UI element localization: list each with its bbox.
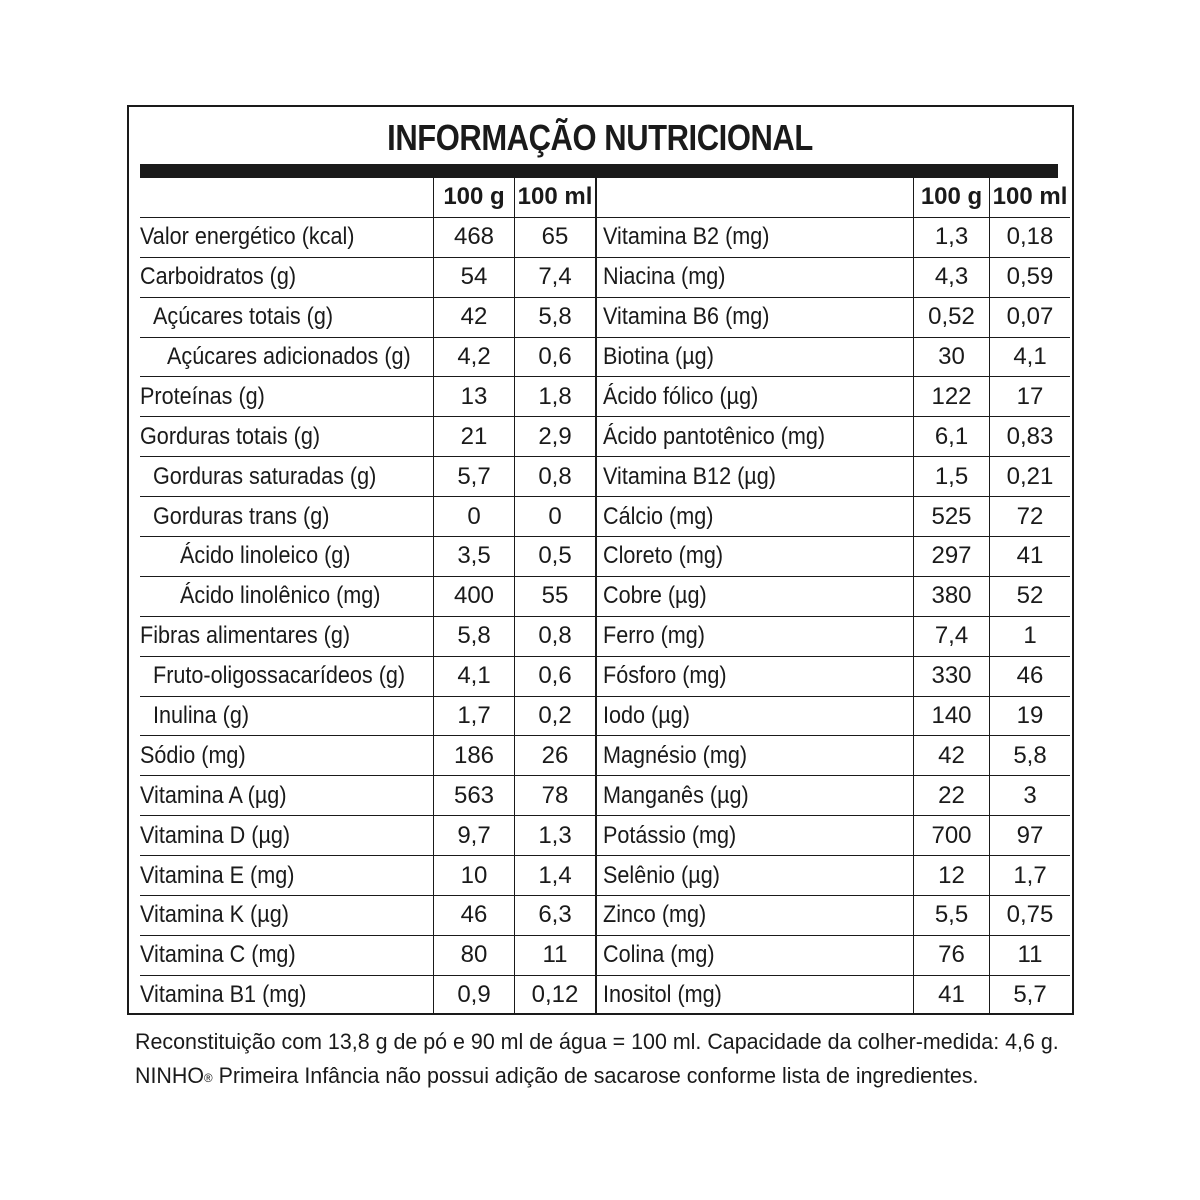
value-100ml-right: 97 — [990, 816, 1071, 856]
value-100g-left: 46 — [434, 896, 515, 936]
table-row — [140, 417, 1070, 457]
footnote-reconstitution: Reconstituição com 13,8 g de pó e 90 ml de água = 100 ml. Capacidade da colher-medida: 4,6 g. — [135, 1029, 1059, 1054]
value-100g-right: 122 — [914, 377, 990, 417]
nutrient-name-left: Gorduras saturadas (g) — [140, 457, 434, 497]
table-row — [140, 975, 1070, 1014]
value-100g-left: 4,2 — [434, 337, 515, 377]
value-100g-right: 6,1 — [914, 417, 990, 457]
value-100g-right: 7,4 — [914, 616, 990, 656]
header-100g-left: 100 g — [434, 178, 515, 217]
value-100ml-right: 46 — [990, 656, 1071, 696]
nutrient-name-left: Valor energético (kcal) — [140, 217, 434, 257]
value-100ml-left: 6,3 — [515, 896, 597, 936]
value-100g-left: 3,5 — [434, 537, 515, 577]
value-100g-right: 41 — [914, 975, 990, 1014]
nutrient-name-right: Vitamina B12 (µg) — [596, 457, 914, 497]
value-100ml-left: 1,8 — [515, 377, 597, 417]
value-100g-right: 42 — [914, 736, 990, 776]
value-100g-right: 330 — [914, 656, 990, 696]
table-row — [140, 217, 1070, 257]
table-row — [140, 537, 1070, 577]
value-100ml-left: 0,2 — [515, 696, 597, 736]
nutrient-name-right: Inositol (mg) — [596, 975, 914, 1014]
nutrient-name-right: Niacina (mg) — [596, 257, 914, 297]
value-100ml-right: 41 — [990, 537, 1071, 577]
value-100ml-right: 0,18 — [990, 217, 1071, 257]
nutrient-name-left: Proteínas (g) — [140, 377, 434, 417]
value-100g-left: 468 — [434, 217, 515, 257]
nutrient-name-right: Selênio (µg) — [596, 856, 914, 896]
value-100ml-right: 3 — [990, 776, 1071, 816]
nutrient-name-left: Vitamina A (µg) — [140, 776, 434, 816]
value-100g-left: 5,8 — [434, 616, 515, 656]
table-row — [140, 816, 1070, 856]
nutrient-name-left: Vitamina C (mg) — [140, 935, 434, 975]
value-100ml-right: 1,7 — [990, 856, 1071, 896]
header-100g-right: 100 g — [914, 178, 990, 217]
nutrient-name-right: Iodo (µg) — [596, 696, 914, 736]
table-row — [140, 736, 1070, 776]
nutrient-name-left: Vitamina B1 (mg) — [140, 981, 307, 1009]
value-100g-left: 400 — [434, 576, 515, 616]
registered-mark: ® — [204, 1071, 213, 1085]
value-100ml-left: 1,4 — [515, 856, 597, 896]
value-100g-right: 380 — [914, 576, 990, 616]
value-100g-right: 1,3 — [914, 217, 990, 257]
value-100g-left: 9,7 — [434, 816, 515, 856]
value-100g-right: 5,5 — [914, 896, 990, 936]
value-100ml-left: 55 — [515, 576, 597, 616]
footnote — [135, 1025, 1095, 1093]
value-100ml-left: 7,4 — [515, 257, 597, 297]
value-100ml-left: 2,9 — [515, 417, 597, 457]
value-100ml-right: 17 — [990, 377, 1071, 417]
value-100ml-right: 52 — [990, 576, 1071, 616]
header-nutrient-right — [596, 178, 914, 217]
value-100g-right: 297 — [914, 537, 990, 577]
value-100ml-right: 0,21 — [990, 457, 1071, 497]
value-100g-left: 186 — [434, 736, 515, 776]
value-100g-right: 1,5 — [914, 457, 990, 497]
value-100g-left: 80 — [434, 935, 515, 975]
value-100ml-right: 19 — [990, 696, 1071, 736]
nutrient-name-right: Cloreto (mg) — [596, 537, 914, 577]
footnote-brand: NINHO — [135, 1063, 205, 1088]
value-100g-right: 700 — [914, 816, 990, 856]
value-100ml-right: 4,1 — [990, 337, 1071, 377]
table-row — [140, 935, 1070, 975]
value-100g-left: 1,7 — [434, 696, 515, 736]
table-row — [140, 576, 1070, 616]
nutrient-name-left: Gorduras totais (g) — [140, 417, 434, 457]
nutrient-name-left: Sódio (mg) — [140, 736, 434, 776]
table-row — [140, 377, 1070, 417]
nutrient-name-right: Vitamina B6 (mg) — [596, 297, 914, 337]
header-100ml-right: 100 ml — [990, 178, 1071, 217]
value-100g-right: 22 — [914, 776, 990, 816]
value-100g-left: 13 — [434, 377, 515, 417]
nutrient-name-right: Fósforo (mg) — [596, 656, 914, 696]
table-row — [140, 337, 1070, 377]
value-100ml-left: 0,8 — [515, 457, 597, 497]
value-100g-left: 4,1 — [434, 656, 515, 696]
table-row — [140, 856, 1070, 896]
value-100g-left: 563 — [434, 776, 515, 816]
value-100ml-left: 11 — [515, 935, 597, 975]
value-100g-left: 54 — [434, 257, 515, 297]
value-100g-left: 0 — [434, 497, 515, 537]
table-row — [140, 656, 1070, 696]
value-100g-left: 5,7 — [434, 457, 515, 497]
value-100ml-right: 0,83 — [990, 417, 1071, 457]
nutrient-name-left: Açúcares adicionados (g) — [140, 337, 434, 377]
header-nutrient-left — [140, 178, 434, 217]
table-body — [140, 217, 1070, 1014]
nutrient-name-left: Inulina (g) — [140, 696, 434, 736]
header-100ml-left: 100 ml — [515, 178, 597, 217]
value-100ml-left: 78 — [515, 776, 597, 816]
value-100g-left: 10 — [434, 856, 515, 896]
footnote-sucrose-text: Primeira Infância não possui adição de sacarose conforme lista de ingredientes. — [212, 1063, 979, 1088]
nutrient-name-left: Vitamina K (µg) — [140, 896, 434, 936]
value-100g-right: 140 — [914, 696, 990, 736]
value-100ml-right: 0,07 — [990, 297, 1071, 337]
value-100g-right: 525 — [914, 497, 990, 537]
value-100g-right: 4,3 — [914, 257, 990, 297]
table-row — [140, 497, 1070, 537]
title-divider-bar — [140, 164, 1058, 178]
value-100ml-right: 0,75 — [990, 896, 1071, 936]
nutrient-name-left: Gorduras trans (g) — [140, 497, 434, 537]
table-row — [140, 776, 1070, 816]
value-100g-left: 0,9 — [434, 975, 515, 1014]
nutrient-name-right: Biotina (µg) — [596, 337, 914, 377]
table-row — [140, 696, 1070, 736]
nutrient-name-left: Carboidratos (g) — [140, 257, 434, 297]
nutrient-name-left: Ácido linoleico (g) — [140, 537, 434, 577]
nutrient-name-right: Vitamina B2 (mg) — [596, 217, 914, 257]
table-row — [140, 457, 1070, 497]
footnote-sucrose — [135, 1059, 1070, 1093]
nutrient-name-left: Açúcares totais (g) — [140, 297, 434, 337]
table-row — [140, 896, 1070, 936]
table-header-row — [140, 178, 1070, 217]
table-row — [140, 297, 1070, 337]
nutrient-name-right: Ferro (mg) — [596, 616, 914, 656]
value-100g-right: 30 — [914, 337, 990, 377]
value-100ml-right: 72 — [990, 497, 1071, 537]
value-100ml-left: 26 — [515, 736, 597, 776]
value-100ml-left: 0,6 — [515, 337, 597, 377]
nutrient-name-right: Cálcio (mg) — [596, 497, 914, 537]
value-100ml-right: 5,7 — [1013, 981, 1047, 1009]
nutrient-name-right: Potássio (mg) — [596, 816, 914, 856]
value-100ml-left: 5,8 — [515, 297, 597, 337]
nutrient-name-right: Colina (mg) — [596, 935, 914, 975]
value-100ml-left: 0 — [515, 497, 597, 537]
value-100ml-left: 1,3 — [515, 816, 597, 856]
value-100g-right: 12 — [914, 856, 990, 896]
nutrient-name-left: Fibras alimentares (g) — [140, 616, 434, 656]
value-100ml-right: 5,8 — [990, 736, 1071, 776]
nutrient-name-right: Ácido pantotênico (mg) — [596, 417, 914, 457]
value-100ml-right: 1 — [990, 616, 1071, 656]
nutrient-name-right: Magnésio (mg) — [596, 736, 914, 776]
value-100g-right: 76 — [914, 935, 990, 975]
nutrient-name-left: Vitamina E (mg) — [140, 856, 434, 896]
label-title: INFORMAÇÃO NUTRICIONAL — [387, 117, 813, 158]
value-100g-left: 42 — [434, 297, 515, 337]
nutrient-name-right: Manganês (µg) — [596, 776, 914, 816]
value-100ml-left: 0,12 — [531, 981, 579, 1009]
nutrient-name-right: Cobre (µg) — [596, 576, 914, 616]
nutrient-name-left: Fruto-oligossacarídeos (g) — [140, 656, 434, 696]
value-100ml-right: 11 — [990, 935, 1071, 975]
table-row — [140, 257, 1070, 297]
table-row — [140, 616, 1070, 656]
nutrient-name-left: Ácido linolênico (mg) — [140, 576, 434, 616]
nutrition-table — [140, 178, 1070, 1015]
value-100ml-left: 65 — [515, 217, 597, 257]
value-100g-left: 21 — [434, 417, 515, 457]
nutrient-name-right: Ácido fólico (µg) — [596, 377, 914, 417]
value-100g-right: 0,52 — [914, 297, 990, 337]
value-100ml-right: 0,59 — [990, 257, 1071, 297]
value-100ml-left: 0,6 — [515, 656, 597, 696]
nutrient-name-right: Zinco (mg) — [596, 896, 914, 936]
value-100ml-left: 0,5 — [515, 537, 597, 577]
value-100ml-left: 0,8 — [515, 616, 597, 656]
nutrient-name-left: Vitamina D (µg) — [140, 816, 434, 856]
